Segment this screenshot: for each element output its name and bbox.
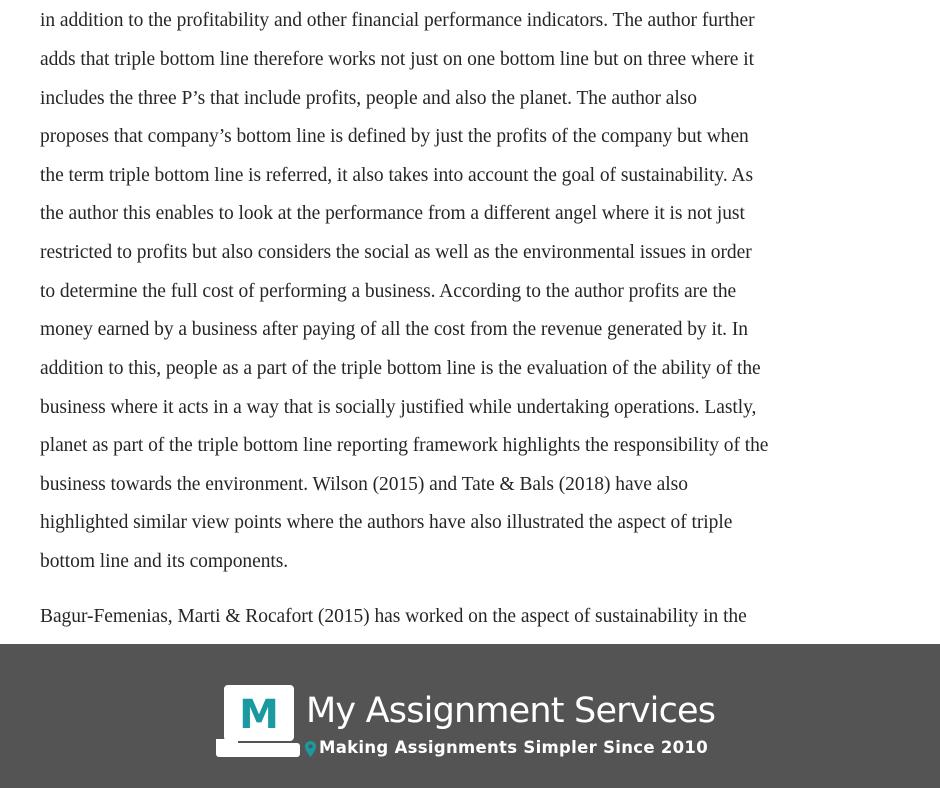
paragraph-line: business where it acts in a way that is socially justified while undertaking operations. Lastly, xyxy=(40,397,757,418)
paragraph-line: addition to this, people as a part of the triple bottom line is the evaluation of the ability of the xyxy=(40,358,761,379)
paragraph-line: bottom line and its components. xyxy=(40,551,289,572)
paragraph-line: Bagur-Femenias, Marti & Rocafort (2015) has worked on the aspect of sustainability in the xyxy=(40,606,747,627)
paragraph-line: planet as part of the triple bottom line reporting framework highlights the responsibility of the xyxy=(40,435,769,456)
logo-letter: M xyxy=(239,692,279,738)
tagline: Making Assignments Simpler Since 2010 xyxy=(319,738,708,757)
paragraph-line: the author this enables to look at the performance from a different angel where it is not just xyxy=(40,203,745,224)
paragraph-line: the term triple bottom line is referred, it also takes into account the goal of sustainability. As xyxy=(40,165,753,186)
paragraph-line: restricted to profits but also considers the social as well as the environmental issues in order xyxy=(40,242,752,263)
paragraph-line: highlighted similar view points where the authors have also illustrated the aspect of triple xyxy=(40,512,733,533)
location-pin-icon xyxy=(305,741,316,757)
brand-name: My Assignment Services xyxy=(306,691,716,731)
paragraph-line: business towards the environment. Wilson (2015) and Tate & Bals (2018) have also xyxy=(40,474,688,495)
laptop-logo-icon xyxy=(216,681,302,761)
paragraph-line: includes the three P’s that include profits, people and also the planet. The author also xyxy=(40,88,697,109)
paragraph-line: proposes that company’s bottom line is defined by just the profits of the company but when xyxy=(40,126,749,147)
paragraph-line: adds that triple bottom line therefore works not just on one bottom line but on three where it xyxy=(40,49,754,70)
paragraph-line: to determine the full cost of performing a business. According to the author profits are the xyxy=(40,281,737,302)
paragraph-line: in addition to the profitability and other financial performance indicators. The author further xyxy=(40,10,755,31)
paragraph-line: money earned by a business after paying of all the cost from the revenue generated by it. In xyxy=(40,319,748,340)
